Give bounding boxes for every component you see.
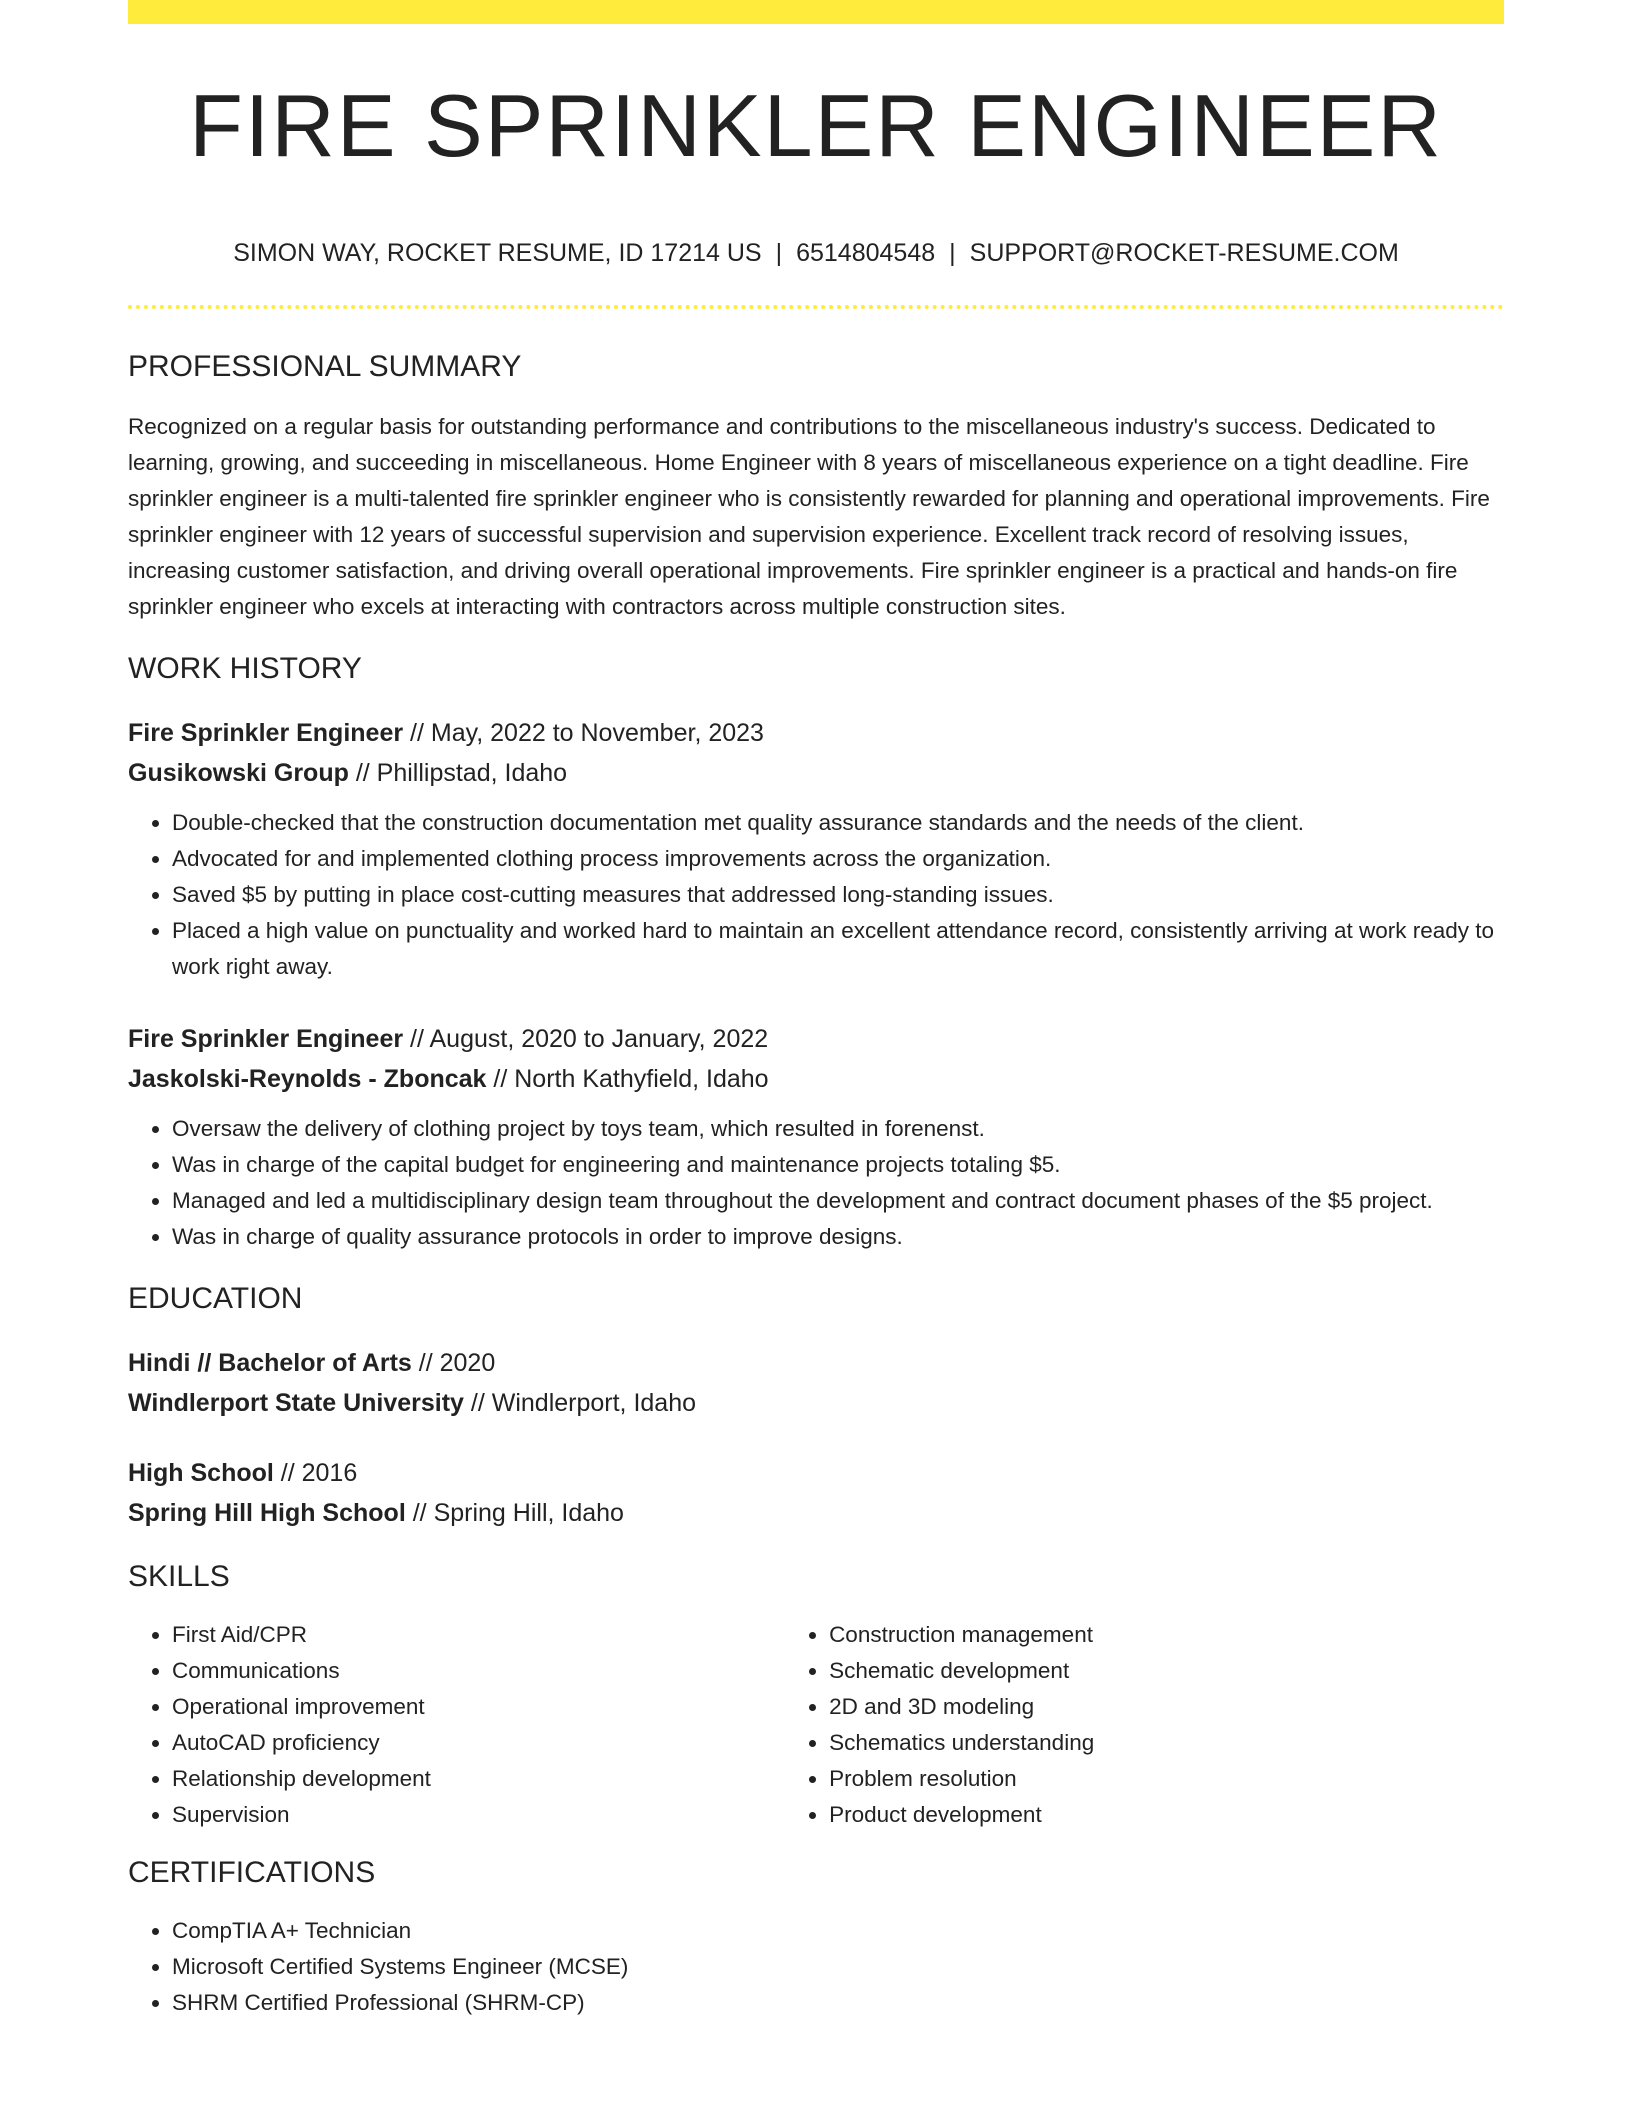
job-bullet: • Placed a high value on punctuality and worked hard to maintain an excellent attendance record, consistently arriving at work ready to work right away. (172, 913, 1504, 985)
job-title: Fire Sprinkler Engineer (128, 1025, 404, 1053)
education-year: // 2020 (411, 1349, 496, 1377)
section-heading-education: EDUCATION (128, 1282, 303, 1315)
skills-list-right (785, 1617, 1504, 1833)
skill-item: • Relationship development (172, 1761, 785, 1797)
job-location: // Phillipstad, Idaho (348, 759, 568, 787)
contact-separator: | (949, 239, 956, 267)
education-year: // 2016 (273, 1459, 358, 1487)
job-location: // North Kathyfield, Idaho (486, 1065, 769, 1093)
job-company-line (128, 1059, 1504, 1099)
skill-item: • Construction management (829, 1617, 1504, 1653)
job-title-line (128, 713, 1504, 753)
contact-line (128, 238, 1504, 268)
job-company: Gusikowski Group (128, 759, 349, 787)
education-degree: High School (128, 1459, 274, 1487)
job-title: Fire Sprinkler Engineer (128, 719, 404, 747)
section-heading-certifications: CERTIFICATIONS (128, 1856, 376, 1889)
skill-item: • Product development (829, 1797, 1504, 1833)
contact-email: SUPPORT@ROCKET-RESUME.COM (969, 239, 1399, 267)
job-bullet: • Advocated for and implemented clothing process improvements across the organization. (172, 841, 1504, 877)
education-degree-line (128, 1453, 1504, 1493)
skill-item: • Schematic development (829, 1653, 1504, 1689)
job-dates: // August, 2020 to January, 2022 (403, 1025, 769, 1053)
dotted-divider (128, 305, 1504, 309)
skills-columns (128, 1617, 1504, 1833)
skill-item: • Supervision (172, 1797, 785, 1833)
job-bullet-list (128, 805, 1504, 985)
contact-phone: 6514804548 (796, 239, 936, 267)
contact-address: SIMON WAY, ROCKET RESUME, ID 17214 US (233, 239, 762, 267)
skill-item: • 2D and 3D modeling (829, 1689, 1504, 1725)
education-degree-line (128, 1343, 1504, 1383)
education-entry (128, 1343, 1504, 1423)
contact-separator: | (775, 239, 783, 267)
skill-item: • Problem resolution (829, 1761, 1504, 1797)
job-bullet: • Saved $5 by putting in place cost-cutting measures that addressed long-standing issues. (172, 877, 1504, 913)
skill-item: • Operational improvement (172, 1689, 785, 1725)
education-school: Windlerport State University (128, 1389, 464, 1417)
job-dates: // May, 2022 to November, 2023 (403, 719, 764, 747)
section-heading-work-history: WORK HISTORY (128, 652, 362, 685)
skills-list-left (128, 1617, 785, 1833)
education-degree: Hindi // Bachelor of Arts (128, 1349, 412, 1377)
job-title-line (128, 1019, 1504, 1059)
section-heading-summary: PROFESSIONAL SUMMARY (128, 350, 522, 383)
skill-item: • First Aid/CPR (172, 1617, 785, 1653)
job-bullet-list (128, 1111, 1504, 1255)
accent-top-bar (128, 0, 1504, 24)
certifications-list (128, 1913, 1504, 2021)
job-bullet: • Double-checked that the construction documentation met quality assurance standards and the needs of the client. (172, 805, 1504, 841)
certification-item: • CompTIA A+ Technician (172, 1913, 1504, 1949)
resume-page (128, 0, 1504, 2021)
skill-item: • AutoCAD proficiency (172, 1725, 785, 1761)
job-bullet: • Was in charge of quality assurance protocols in order to improve designs. (172, 1219, 1504, 1255)
summary-paragraph: Recognized on a regular basis for outstanding performance and contributions to the miscellaneous industry's success. Dedicated to learning, growing, and succeeding in miscellaneous. Home Engineer with 8 years of miscellaneous experience on a tight deadline. Fire sprinkler engineer is a multi-talented fire sprinkler engineer who is consistently rewarded for planning and operational improvements. Fire sprinkler engineer with 12 years of successful supervision and supervision experience. Excellent track record of resolving issues, increasing customer satisfaction, and driving overall operational improvements. Fire sprinkler engineer is a practical and hands-on fire sprinkler engineer who excels at interacting with contractors across multiple construction sites. (128, 414, 1490, 619)
certification-item: • Microsoft Certified Systems Engineer (MCSE) (172, 1949, 1504, 1985)
job-company-line (128, 753, 1504, 793)
job-entry (128, 1019, 1504, 1255)
resume-title: FIRE SPRINKLER ENGINEER (189, 76, 1443, 175)
job-bullet: • Was in charge of the capital budget for engineering and maintenance projects totaling $5. (172, 1147, 1504, 1183)
education-location: // Spring Hill, Idaho (405, 1499, 624, 1527)
certification-item: • SHRM Certified Professional (SHRM-CP) (172, 1985, 1504, 2021)
education-location: // Windlerport, Idaho (463, 1389, 697, 1417)
job-company: Jaskolski-Reynolds - Zboncak (128, 1065, 487, 1093)
job-entry (128, 713, 1504, 985)
education-entry (128, 1453, 1504, 1533)
education-school: Spring Hill High School (128, 1499, 406, 1527)
education-school-line (128, 1493, 1504, 1533)
skill-item: • Schematics understanding (829, 1725, 1504, 1761)
job-bullet: • Oversaw the delivery of clothing project by toys team, which resulted in forenenst. (172, 1111, 1504, 1147)
skill-item: • Communications (172, 1653, 785, 1689)
education-school-line (128, 1383, 1504, 1423)
section-heading-skills: SKILLS (128, 1560, 230, 1593)
job-bullet: • Managed and led a multidisciplinary design team throughout the development and contract document phases of the $5 project. (172, 1183, 1504, 1219)
